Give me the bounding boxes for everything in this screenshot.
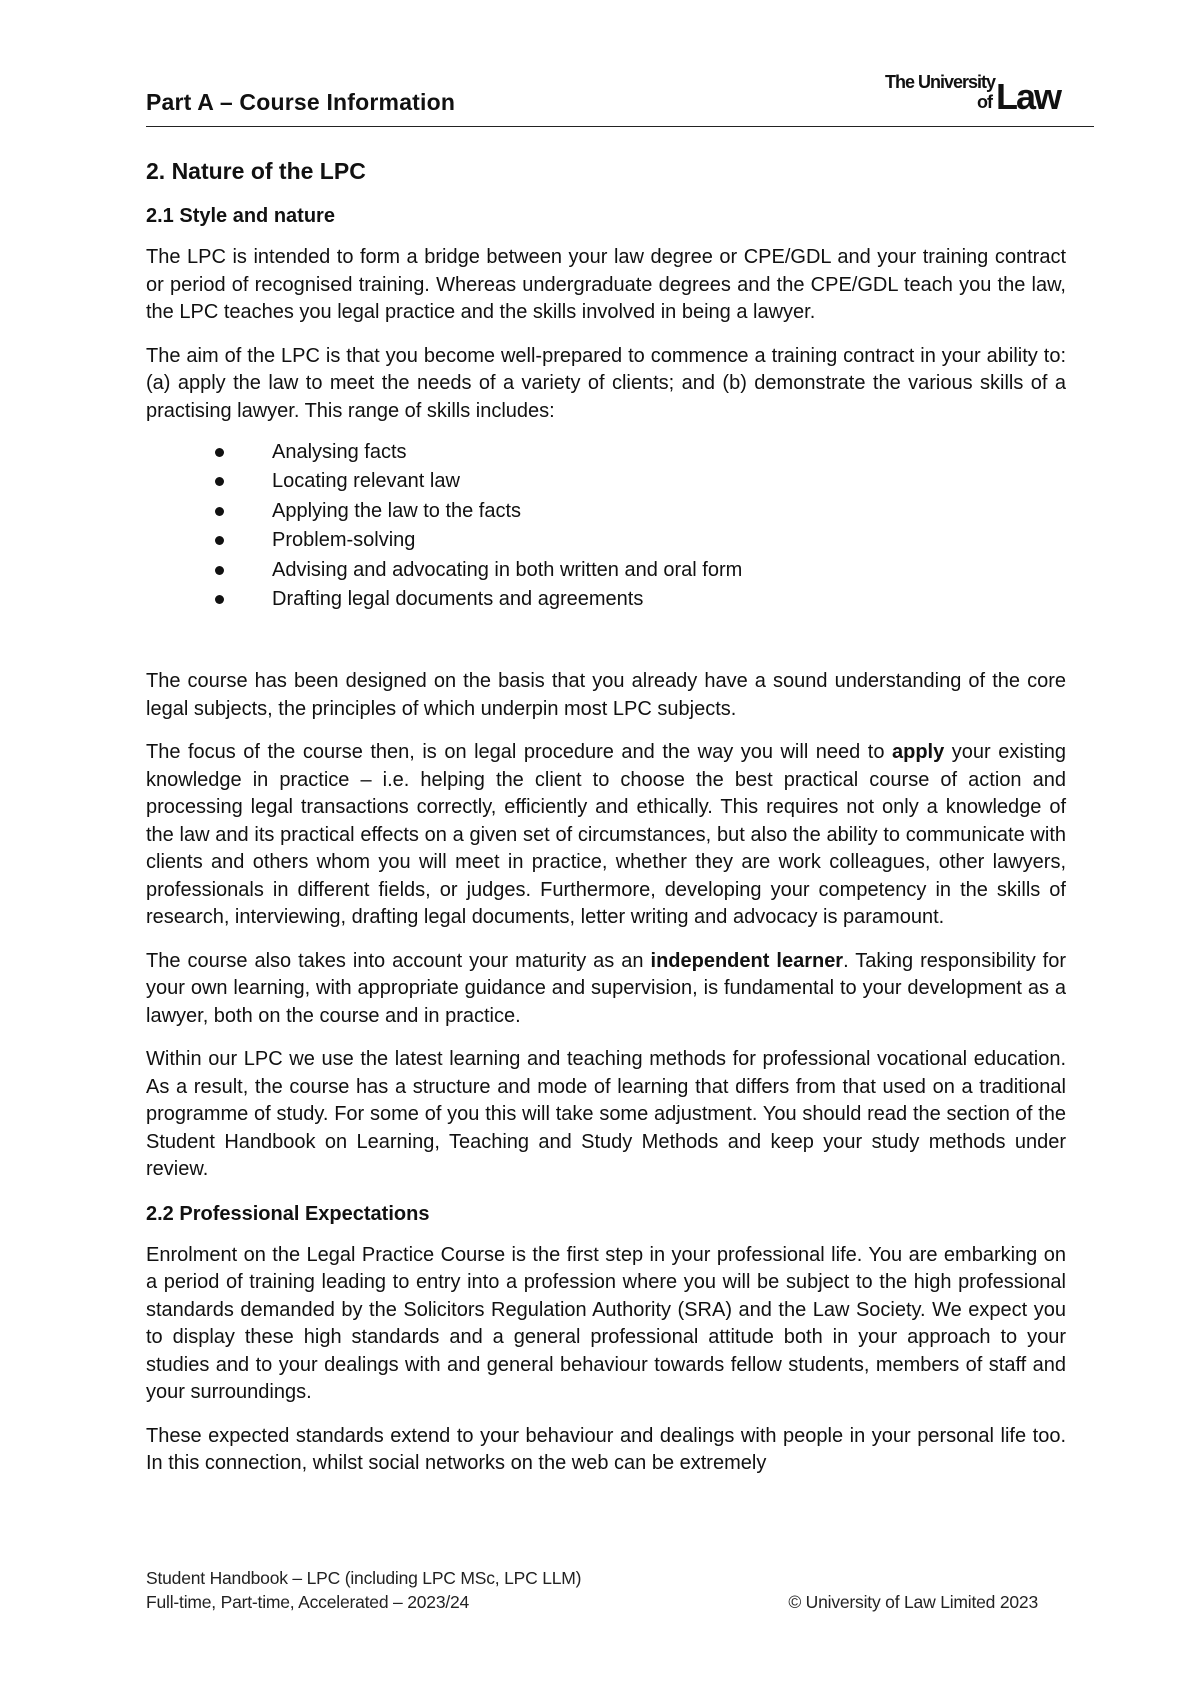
paragraph: The LPC is intended to form a bridge between your law degree or CPE/GDL and your training contract or period of recognised training. Whereas undergraduate degrees and the CPE/GDL teach you the law, the LPC teaches you legal practice and the skills involved in being a lawyer. <box>146 246 1066 323</box>
bullet-icon <box>215 595 224 604</box>
bullet-icon <box>215 448 224 457</box>
paragraph: These expected standards extend to your behaviour and dealings with people in your personal life too. In this connection, whilst social networks on the web can be extremely <box>146 1424 1066 1475</box>
list-item-text: Locating relevant law <box>272 470 460 493</box>
list-item-text: Problem-solving <box>272 529 416 552</box>
paragraph-text: your existing knowledge in practice – i.e. helping the client to choose the best practical course of action and processing legal transactions correctly, efficiently and ethically. This requires not only a knowledge of the law and its practical effects on a given set of circumstances, but also the ability to communicate with clients and others whom you will meet in practice, whether they are work colleagues, other lawyers, professionals in different fields, or judges. Furthermore, developing your competency in the skills of research, interviewing, drafting legal documents, letter writing and advocacy is paramount. <box>146 741 1067 929</box>
footer-copyright: © University of Law Limited 2023 <box>788 1592 1038 1612</box>
header-title: Part A – Course Information <box>146 89 456 115</box>
paragraph-independent-learner <box>146 948 1066 1031</box>
logo-text-line1: The University <box>885 72 996 92</box>
list-item-text: Analysing facts <box>272 441 407 463</box>
paragraph: Within our LPC we use the latest learning and teaching methods for professional vocational education. As a result, the course has a structure and mode of learning that differs from that used on a traditional programme of study. For some of you this will take some adjustment. You should read the section of the Student Handbook on Learning, Teaching and Study Methods and keep your study methods under review. <box>146 1048 1066 1181</box>
list-item <box>146 497 1066 526</box>
bullet-icon <box>215 477 224 486</box>
list-item <box>146 438 1066 467</box>
emphasis-apply: apply <box>892 741 945 764</box>
logo-text-of: of <box>977 92 992 112</box>
spacer <box>146 614 1066 652</box>
subsection-heading-style-and-nature: 2.1 Style and nature <box>146 205 335 227</box>
emphasis-independent-learner: independent learner <box>650 949 844 972</box>
footer-line1: Student Handbook – LPC (including LPC MSc, LPC LLM) <box>146 1568 582 1588</box>
paragraph-apply <box>146 739 1066 932</box>
list-item-text: Advising and advocating in both written and oral form <box>272 558 743 581</box>
page-footer <box>146 1566 1046 1614</box>
main-content <box>146 148 1066 1478</box>
list-item <box>146 556 1066 585</box>
skills-list <box>146 438 1066 614</box>
logo-text-law: Law <box>996 76 1061 114</box>
list-item <box>146 585 1066 614</box>
paragraph: The course has been designed on the basis that you already have a sound understanding of the core legal subjects, the principles of which underpin most LPC subjects. <box>146 670 1066 720</box>
bullet-icon <box>215 536 224 545</box>
section-heading: 2. Nature of the LPC <box>146 158 366 184</box>
paragraph: Enrolment on the Legal Practice Course is the first step in your professional life. You are embarking on a period of training leading to entry into a profession where you will be subject to the high professional standards demanded by the Solicitors Regulation Authority (SRA) and the Law Society. We expect you to display these high standards and a general professional attitude both in your approach to your studies and to your dealings with and general behaviour towards fellow students, members of staff and your surroundings. <box>146 1243 1066 1404</box>
bullet-icon <box>215 566 224 575</box>
footer-line2: Full-time, Part-time, Accelerated – 2023/24 <box>146 1592 470 1612</box>
page-header <box>146 66 1094 127</box>
university-logo <box>879 70 1084 114</box>
paragraph-text: . Taking responsibility for your own learning, with appropriate guidance and supervision, is fundamental to your development as a lawyer, both on the course and in practice. <box>146 949 1067 1027</box>
bullet-icon <box>215 507 224 516</box>
list-item-text: Drafting legal documents and agreements <box>272 587 644 610</box>
list-item-text: Applying the law to the facts <box>272 499 522 522</box>
paragraph-text: The course also takes into account your maturity as an <box>146 949 651 972</box>
list-item <box>146 467 1066 496</box>
paragraph-text: The focus of the course then, is on legal procedure and the way you will need to <box>146 741 892 764</box>
subsection-heading-professional-expectations: 2.2 Professional Expectations <box>146 1202 430 1225</box>
list-item <box>146 526 1066 555</box>
paragraph: The aim of the LPC is that you become well-prepared to commence a training contract in your ability to: (a) apply the law to meet the needs of a variety of clients; and (b) demonstrate the various skills of a practising lawyer. This range of skills includes: <box>146 344 1066 422</box>
